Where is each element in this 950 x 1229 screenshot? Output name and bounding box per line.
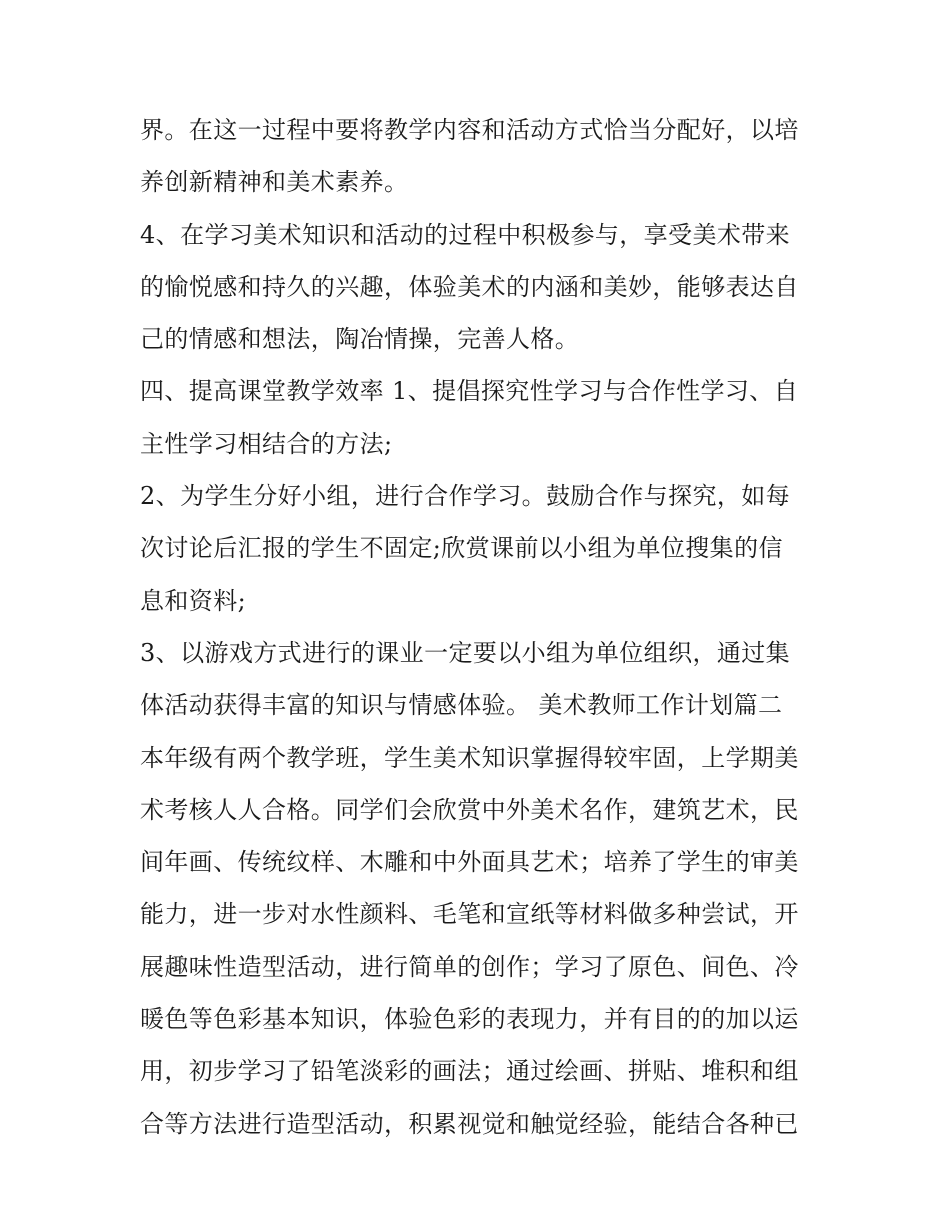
- text-line: 四、提高课堂教学效率 1、提倡探究性学习与合作性学习、自: [140, 377, 799, 406]
- text-line: 界。在这一过程中要将教学内容和活动方式恰当分配好，以培: [140, 116, 799, 144]
- text-line: 合等方法进行造型活动，积累视觉和触觉经验，能结合各种已: [140, 1109, 799, 1138]
- text-line: 息和资料;: [140, 586, 247, 615]
- text-line: 主性学习相结合的方法;: [140, 429, 393, 458]
- text-line: 术考核人人合格。同学们会欣赏中外美术名作，建筑艺术，民: [140, 795, 799, 824]
- text-line: 展趣味性造型活动，进行简单的创作；学习了原色、间色、冷: [140, 952, 799, 981]
- text-line: 的愉悦感和持久的兴趣，体验美术的内涵和美妙，能够表达自: [140, 272, 799, 301]
- text-line: 己的情感和想法，陶冶情操，完善人格。: [140, 325, 580, 354]
- text-line: 次讨论后汇报的学生不固定;欣赏课前以小组为单位搜集的信: [140, 534, 783, 563]
- text-line: 养创新精神和美术素养。: [140, 168, 409, 197]
- text-line: 3、以游戏方式进行的课业一定要以小组为单位组织，通过集: [140, 638, 791, 667]
- text-line: 用，初步学习了铅笔淡彩的画法；通过绘画、拼贴、堆积和组: [140, 1057, 799, 1086]
- text-line: 暖色等色彩基本知识，体验色彩的表现力，并有目的的加以运: [140, 1005, 799, 1034]
- text-line: 体活动获得丰富的知识与情感体验。 美术教师工作计划篇二: [140, 691, 783, 720]
- text-line: 能力，进一步对水性颜料、毛笔和宣纸等材料做多种尝试，开: [140, 900, 799, 929]
- document-body: [140, 104, 820, 1150]
- text-line: 2、为学生分好小组，进行合作学习。鼓励合作与探究，如每: [140, 482, 791, 511]
- text-line: 本年级有两个教学班，学生美术知识掌握得较牢固，上学期美: [140, 743, 799, 772]
- text-line: 4、在学习美术知识和活动的过程中积极参与，享受美术带来: [140, 220, 791, 249]
- text-line: 间年画、传统纹样、木雕和中外面具艺术；培养了学生的审美: [140, 848, 799, 877]
